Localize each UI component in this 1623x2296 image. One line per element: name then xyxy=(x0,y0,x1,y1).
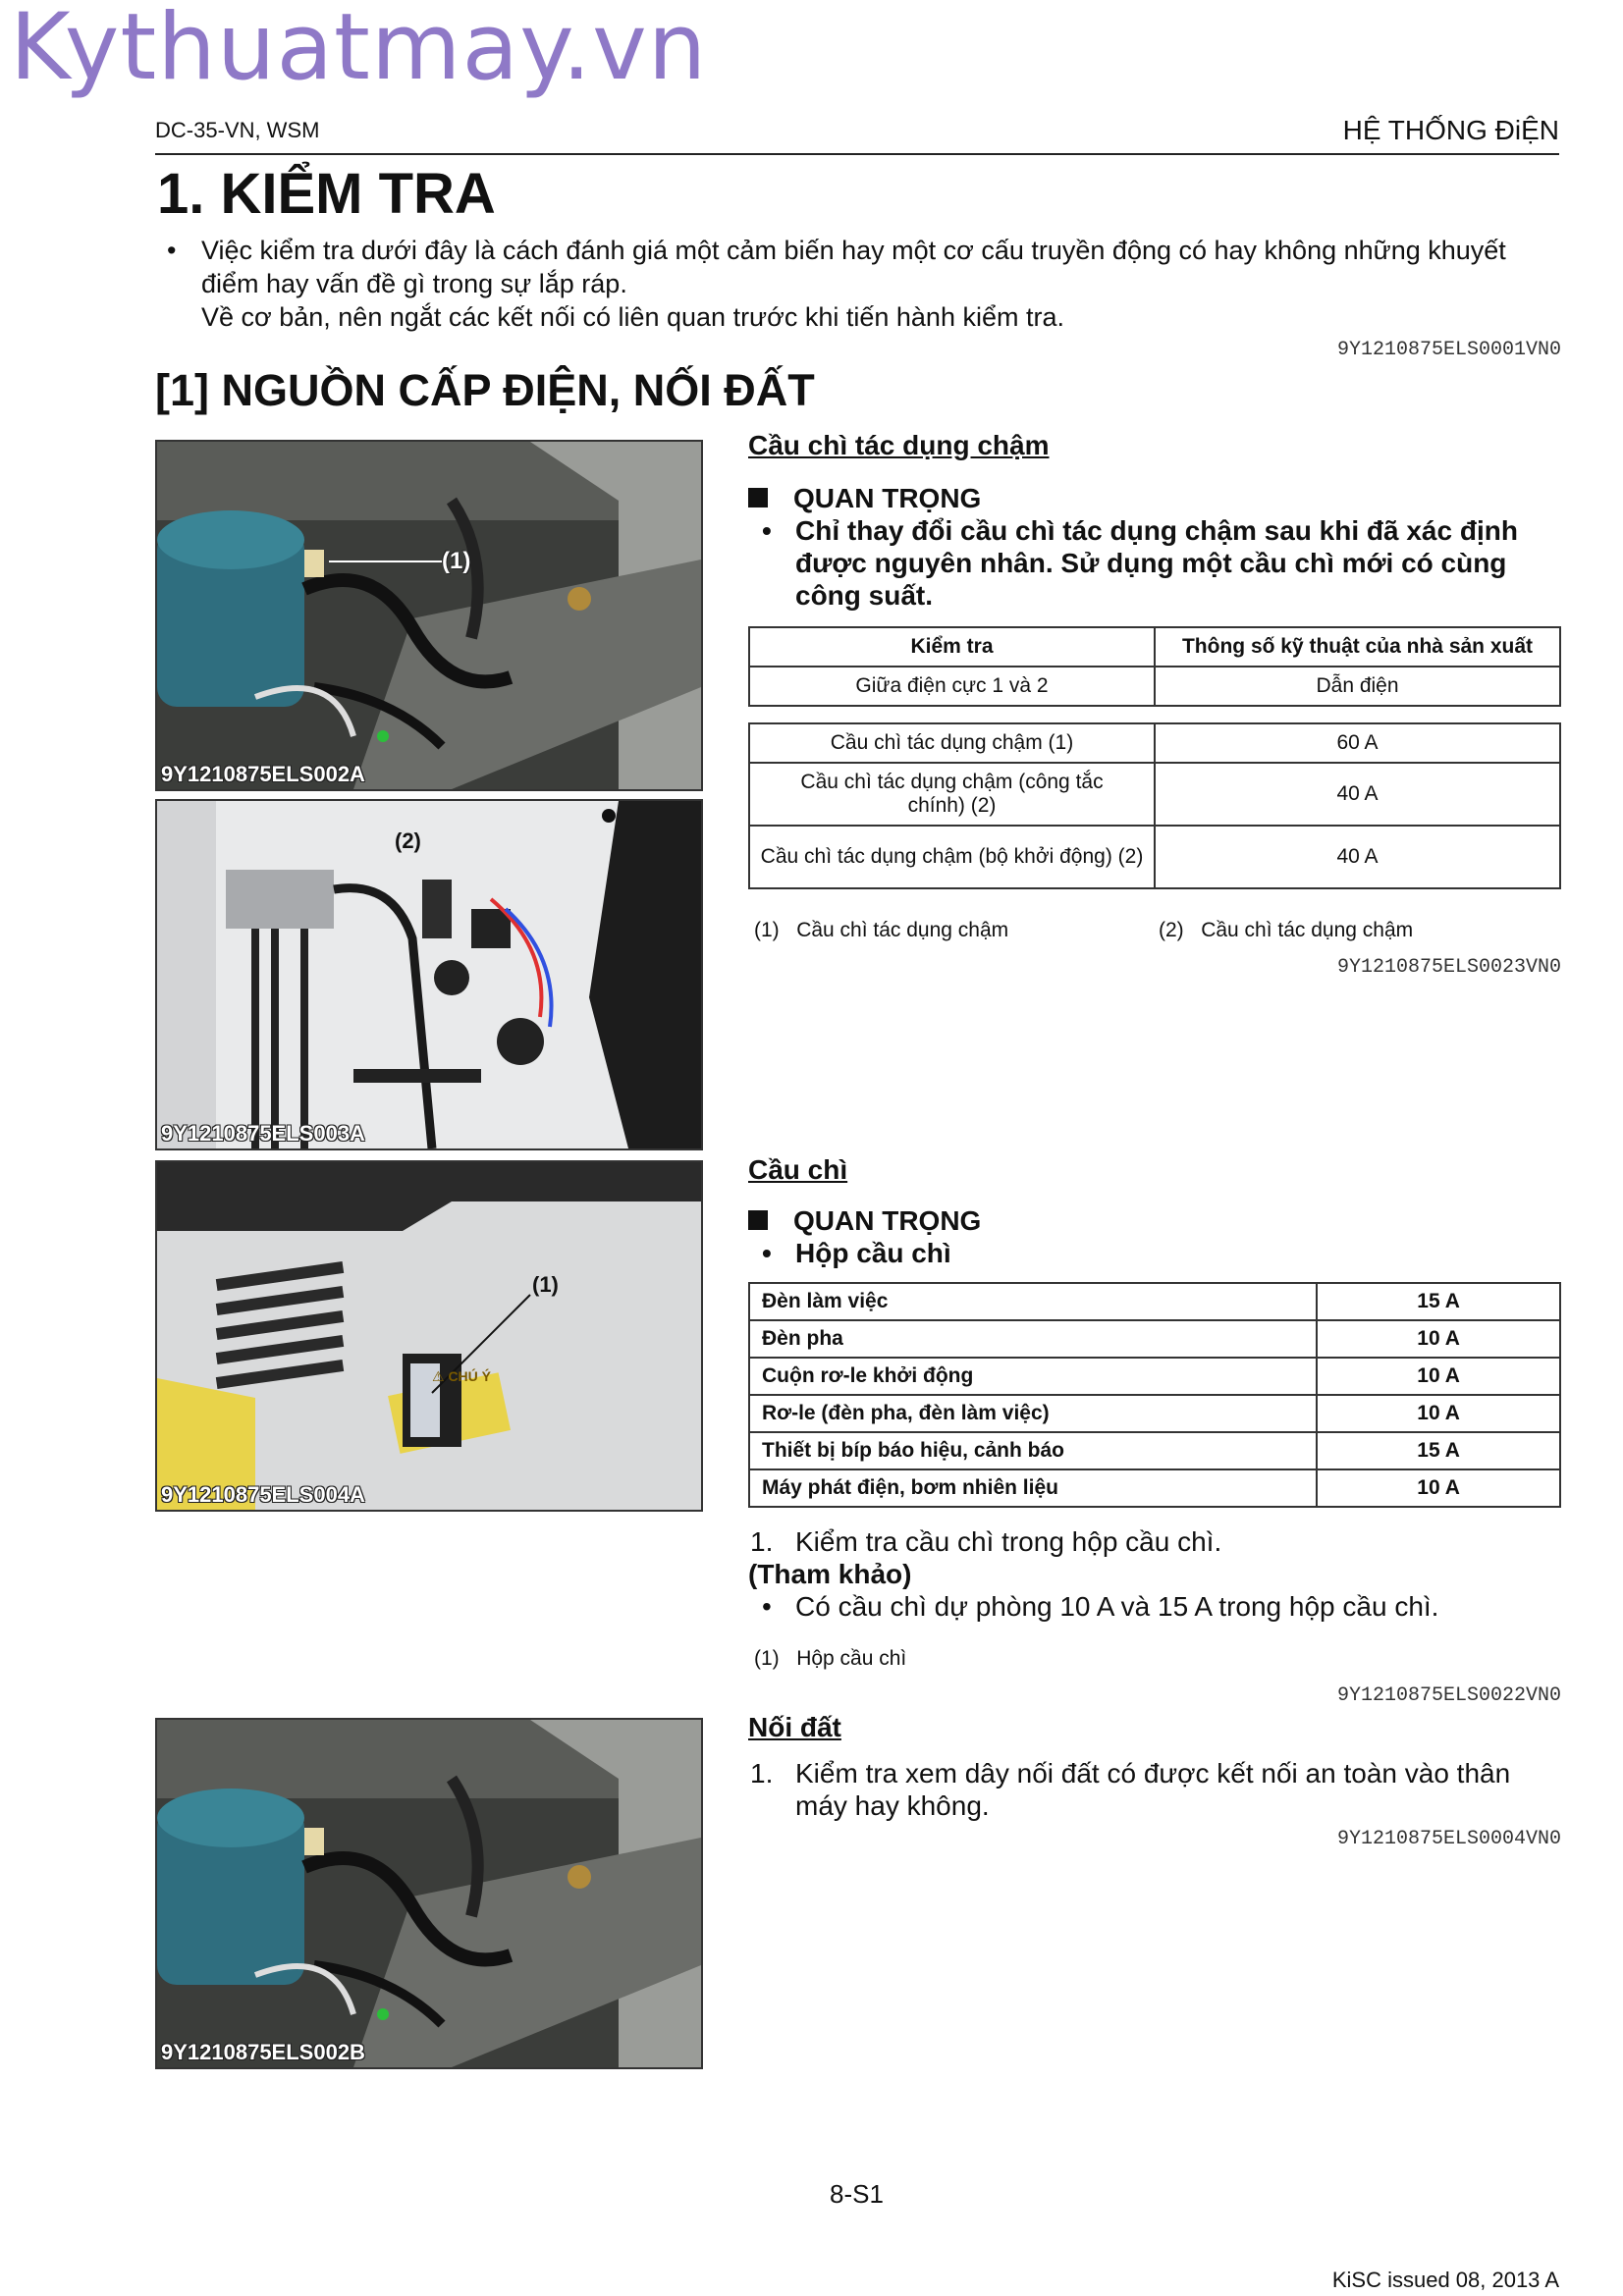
square-bullet xyxy=(748,1210,768,1230)
intro-line-2: Về cơ bản, nên ngắt các kết nối có liên quan trước khi tiến hành kiểm tra. xyxy=(201,302,1064,332)
doc-id: DC-35-VN, WSM xyxy=(155,118,320,142)
rating-value: 60 A xyxy=(1155,723,1560,763)
spec-cell: Giữa điện cực 1 và 2 xyxy=(749,667,1155,706)
ref-code: 9Y1210875ELS0022VN0 xyxy=(1336,1684,1561,1707)
table-row xyxy=(749,1469,1560,1507)
legend-item: (1) Cầu chì tác dụng chậm xyxy=(754,919,1009,941)
bullet: • xyxy=(762,515,772,546)
fuse-value: 10 A xyxy=(1317,1395,1560,1432)
table-row xyxy=(749,1432,1560,1469)
rating-name: Cầu chì tác dụng chậm (bộ khởi động) (2) xyxy=(749,826,1155,888)
callout: (1) xyxy=(442,548,471,574)
photo-fuse-box xyxy=(155,1160,703,1512)
spec-cell: Dẫn điện xyxy=(1155,667,1560,706)
photo-label: 9Y1210875ELS002B xyxy=(161,2040,365,2064)
fuse-name: Đèn làm việc xyxy=(749,1283,1317,1320)
ground-step: 1. Kiểm tra xem dây nối đất có được kết nối an toàn vào thân máy hay không. xyxy=(750,1758,1511,1821)
table-row xyxy=(749,1395,1560,1432)
reference-heading: (Tham khảo) xyxy=(748,1559,912,1589)
ground-heading: Nối đất xyxy=(748,1712,841,1742)
section-title: [1] NGUỒN CẤP ĐIỆN, NỐI ĐẤT xyxy=(155,365,815,415)
reference-note: • Có cầu chì dự phòng 10 A và 15 A trong hộp cầu chì. xyxy=(762,1591,1439,1622)
fuse-name: Rơ-le (đèn pha, đèn làm việc) xyxy=(749,1395,1317,1432)
fuse-heading: Cầu chì xyxy=(748,1154,848,1185)
photo-ground xyxy=(155,1718,703,2069)
fuse-box-illustration xyxy=(157,1162,701,1510)
page-title: 1. KIỂM TRA xyxy=(157,162,496,226)
spec-header-check: Kiểm tra xyxy=(749,627,1155,667)
slow-fuse-rating-table xyxy=(748,722,1561,889)
rating-name: Cầu chì tác dụng chậm (công tắc chính) (2) xyxy=(749,763,1155,826)
callout: (1) xyxy=(532,1272,559,1297)
table-row xyxy=(749,723,1560,763)
spec-table xyxy=(748,626,1561,707)
table-row xyxy=(749,763,1560,826)
section-name: HỆ THỐNG ĐiỆN xyxy=(1342,115,1559,145)
warning-sticker: ⚠ CHÚ Ý xyxy=(432,1368,491,1384)
page-number: 8-S1 xyxy=(830,2179,884,2209)
fuse-note: • Hộp cầu chì xyxy=(762,1238,951,1268)
table-row xyxy=(749,1283,1560,1320)
fuse-value: 10 A xyxy=(1317,1469,1560,1507)
rating-value: 40 A xyxy=(1155,826,1560,888)
fuse-name: Đèn pha xyxy=(749,1320,1317,1358)
issue-info: KiSC issued 08, 2013 A xyxy=(1331,2268,1559,2292)
fuse-name: Cuộn rơ-le khởi động xyxy=(749,1358,1317,1395)
fuse-value: 10 A xyxy=(1317,1358,1560,1395)
header-rule xyxy=(155,153,1559,155)
ref-code: 9Y1210875ELS0023VN0 xyxy=(1336,956,1561,979)
important-label: QUAN TRỌNG xyxy=(748,1205,981,1237)
intro-line-1: Việc kiểm tra dưới đây là cách đánh giá một cảm biến hay một cơ cấu truyền động có hay không những khuyết điểm hay vấn đề gì trong sự lắp ráp. xyxy=(201,236,1506,298)
engine-bay-illustration xyxy=(157,442,701,789)
slow-fuse-note: • Chỉ thay đổi cầu chì tác dụng chậm sau khi đã xác định được nguyên nhân. Sử dụng một cầu chì mới có cùng công suất. xyxy=(762,515,1518,611)
legend-item: (1) Hộp cầu chì xyxy=(754,1647,907,1670)
important-label: QUAN TRỌNG xyxy=(748,483,981,514)
fuse-name: Thiết bị bíp báo hiệu, cảnh báo xyxy=(749,1432,1317,1469)
photo-slow-fuse-1 xyxy=(155,440,703,791)
photo-label: 9Y1210875ELS004A xyxy=(161,1482,365,1507)
fuse-value: 15 A xyxy=(1317,1283,1560,1320)
watermark: Kythuatmay.vn xyxy=(10,0,708,101)
slow-fuse-heading: Cầu chì tác dụng chậm xyxy=(748,430,1050,460)
rating-name: Cầu chì tác dụng chậm (1) xyxy=(749,723,1155,763)
fuse-step: 1. Kiểm tra cầu chì trong hộp cầu chì. xyxy=(750,1526,1222,1557)
table-row xyxy=(749,826,1560,888)
table-row xyxy=(749,1320,1560,1358)
photo-label: 9Y1210875ELS003A xyxy=(161,1121,365,1146)
ref-code: 9Y1210875ELS0001VN0 xyxy=(1336,339,1561,361)
ref-code: 9Y1210875ELS0004VN0 xyxy=(1336,1828,1561,1850)
square-bullet xyxy=(748,488,768,507)
fuse-name: Máy phát điện, bơm nhiên liệu xyxy=(749,1469,1317,1507)
legend-item: (2) Cầu chì tác dụng chậm xyxy=(1159,919,1414,941)
rating-value: 40 A xyxy=(1155,763,1560,826)
photo-slow-fuse-2 xyxy=(155,799,703,1150)
bullet: • xyxy=(762,1591,772,1622)
fuse-value: 15 A xyxy=(1317,1432,1560,1469)
bullet: • xyxy=(167,236,177,265)
fuse-table xyxy=(748,1282,1561,1508)
spec-header-spec: Thông số kỹ thuật của nhà sản xuất xyxy=(1155,627,1560,667)
engine-bay-illustration xyxy=(157,1720,701,2067)
photo-label: 9Y1210875ELS002A xyxy=(161,762,365,786)
callout: (2) xyxy=(395,828,421,853)
fuse-value: 10 A xyxy=(1317,1320,1560,1358)
fuse-panel-illustration xyxy=(157,801,701,1148)
intro xyxy=(162,234,1566,334)
bullet: • xyxy=(762,1238,772,1268)
table-row xyxy=(749,1358,1560,1395)
